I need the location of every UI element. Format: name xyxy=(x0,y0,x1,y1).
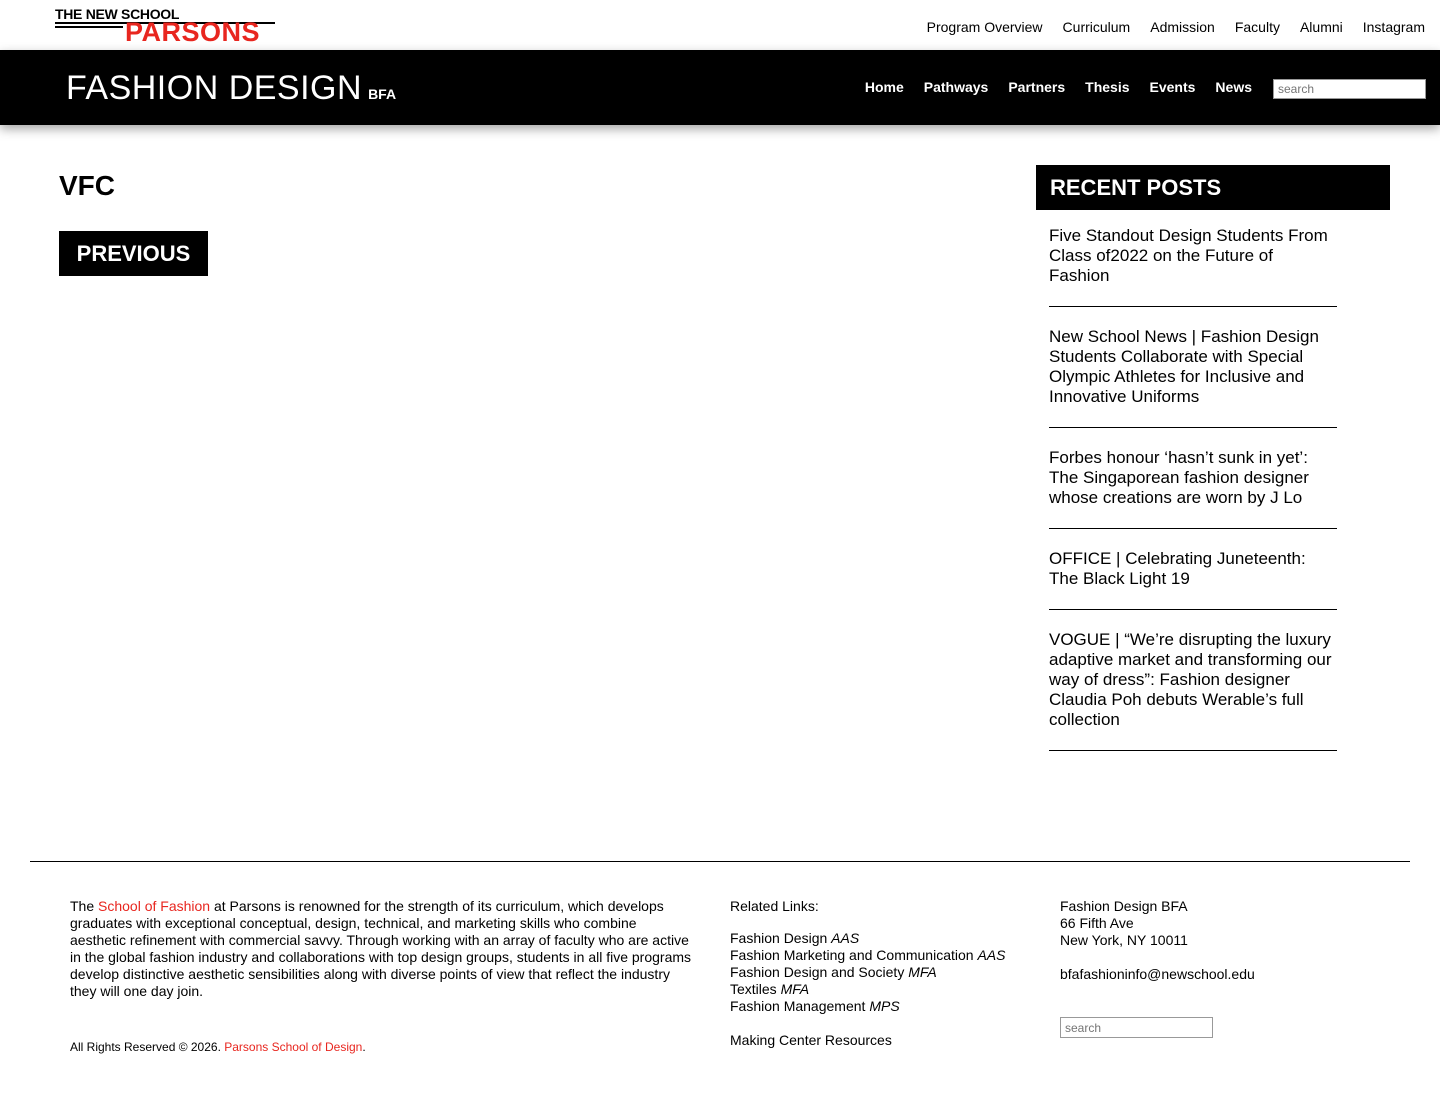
top-bar xyxy=(0,0,1440,50)
footer-contact xyxy=(1060,898,1255,983)
related-link-fashion-marketing-aas[interactable] xyxy=(730,947,1020,964)
related-link-name: Fashion Management xyxy=(730,998,866,1014)
logo-rule-short xyxy=(55,26,123,28)
top-nav-admission[interactable]: Admission xyxy=(1150,19,1215,35)
recent-post-link[interactable]: Five Standout Design Students From Class of2022 on the Future of Fashion xyxy=(1049,226,1328,285)
related-links-label: Related Links: xyxy=(730,898,819,914)
contact-email-link[interactable]: bfafashioninfo@newschool.edu xyxy=(1060,966,1255,982)
related-link-degree: MPS xyxy=(869,998,900,1014)
top-nav-program-overview[interactable]: Program Overview xyxy=(926,19,1043,35)
related-link-textiles-mfa[interactable] xyxy=(730,981,1020,998)
previous-button[interactable]: PREVIOUS xyxy=(59,231,208,276)
site-title-degree: BFA xyxy=(368,86,397,102)
copyright-text: All Rights Reserved © 2026. xyxy=(70,1040,225,1054)
copyright-period: . xyxy=(362,1040,366,1054)
top-nav-alumni[interactable]: Alumni xyxy=(1299,19,1343,35)
list-item xyxy=(1049,630,1337,751)
main-nav-pathways[interactable]: Pathways xyxy=(923,79,989,95)
about-prefix: The xyxy=(70,898,99,914)
recent-posts-heading: RECENT POSTS xyxy=(1036,165,1390,210)
top-nav-instagram[interactable]: Instagram xyxy=(1362,19,1425,35)
related-link-degree: AAS xyxy=(831,930,860,946)
related-link-degree: AAS xyxy=(977,947,1006,963)
main-nav-events[interactable]: Events xyxy=(1149,79,1196,95)
parsons-logo[interactable] xyxy=(55,6,277,47)
related-link-degree: MFA xyxy=(780,981,810,997)
school-of-fashion-link[interactable]: School of Fashion xyxy=(98,898,211,914)
parsons-link[interactable]: Parsons School of Design xyxy=(224,1040,363,1054)
related-link-degree: MFA xyxy=(908,964,937,980)
main-nav-home[interactable]: Home xyxy=(864,79,904,95)
top-nav-faculty[interactable]: Faculty xyxy=(1234,19,1280,35)
footer-about xyxy=(70,898,695,1000)
related-links xyxy=(730,898,1020,1049)
list-item xyxy=(1049,549,1337,610)
contact-street: 66 Fifth Ave xyxy=(1060,915,1134,931)
about-text: at Parsons is renowned for the strength of its curriculum, which develops graduates with exceptional conceptual, design, technical, and marketing skills who combine aesthetic refinement with commercial savvy. Through working with an array of faculty who are active in the global fashion industry and collaborations with top design groups, students in all five programs develop distinctive aesthetic sensibilities along with diverse points of view that reflect the industry they will one day join. xyxy=(70,898,692,999)
site-title-text: FASHION DESIGN xyxy=(66,69,363,107)
main-nav-news[interactable]: News xyxy=(1215,79,1252,95)
page-title: VFC xyxy=(59,170,115,201)
main-nav-thesis[interactable]: Thesis xyxy=(1085,79,1130,95)
related-link-name: Fashion Design xyxy=(730,930,828,946)
footer-divider xyxy=(30,861,1410,862)
top-nav xyxy=(927,19,1425,35)
main-nav xyxy=(865,79,1252,95)
recent-post-link[interactable]: OFFICE | Celebrating Juneteenth: The Black Light 19 xyxy=(1049,549,1306,588)
list-item xyxy=(1049,226,1337,307)
recent-post-link[interactable]: New School News | Fashion Design Students Collaborate with Special Olympic Athletes for Inclusive and Innovative Uniforms xyxy=(1049,327,1319,406)
site-header-bar xyxy=(0,50,1440,125)
logo-parsons: PARSONS xyxy=(125,17,261,47)
recent-post-link[interactable]: VOGUE | “We’re disrupting the luxury adaptive market and transforming our way of dress”: Fashion designer Claudia Poh debuts Werable’s full collection xyxy=(1049,630,1332,729)
related-link-fashion-design-society-mfa[interactable] xyxy=(730,964,1020,981)
contact-program: Fashion Design BFA xyxy=(1060,898,1188,914)
header-search-input[interactable] xyxy=(1273,79,1426,99)
recent-posts-list xyxy=(1049,226,1337,771)
list-item xyxy=(1049,448,1337,529)
related-link-fashion-management-mps[interactable] xyxy=(730,998,1020,1015)
list-item xyxy=(1049,327,1337,428)
logo-the-new-school: THE NEW SCHOOL xyxy=(55,6,180,22)
site-title[interactable] xyxy=(66,69,396,113)
main-nav-partners[interactable]: Partners xyxy=(1008,79,1066,95)
related-link-fashion-design-aas[interactable] xyxy=(730,930,1020,947)
footer-search-input[interactable] xyxy=(1060,1017,1213,1038)
making-center-link[interactable]: Making Center Resources xyxy=(730,1032,892,1048)
related-link-name: Fashion Marketing and Communication xyxy=(730,947,974,963)
copyright xyxy=(70,1040,366,1054)
recent-post-link[interactable]: Forbes honour ‘hasn’t sunk in yet’: The Singaporean fashion designer whose creations are worn by J Lo xyxy=(1049,448,1309,507)
related-link-name: Textiles xyxy=(730,981,777,997)
related-link-name: Fashion Design and Society xyxy=(730,964,905,980)
top-nav-curriculum[interactable]: Curriculum xyxy=(1062,19,1131,35)
contact-city: New York, NY 10011 xyxy=(1060,932,1188,948)
